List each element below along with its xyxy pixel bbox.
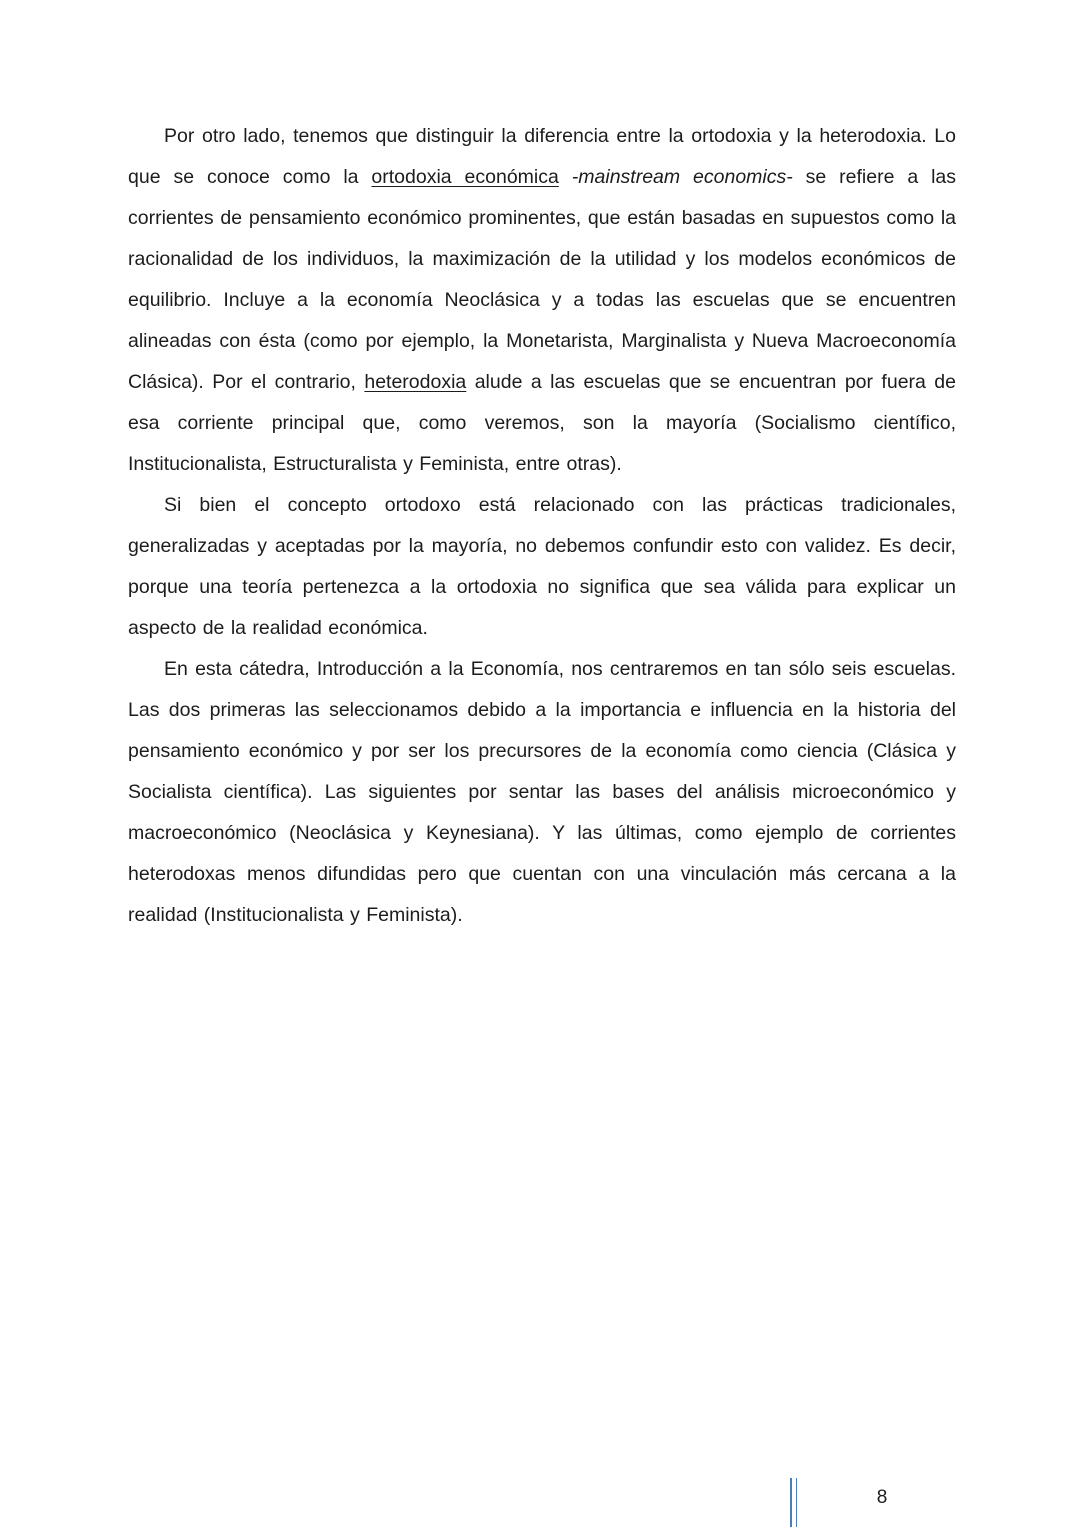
text-run: Si bien el concepto ortodoxo está relacionado con las prácticas tradicionales, generalizadas y aceptadas por la mayoría, no debemos confundir esto con validez. Es decir, porque una teoría pertenezca a la ortodoxia no significa que sea válida para explicar un aspecto de la realidad económica. <box>128 494 956 639</box>
underlined-term-heterodoxia: heterodoxia <box>364 371 467 393</box>
text-run: En esta cátedra, Introducción a la Economía, nos centraremos en tan sólo seis escuelas. Las dos primeras las seleccionamos debido a la importancia e influencia en la historia del pensamiento económico y por ser los precursores de la economía como ciencia (Clásica y Socialista científica). Las siguientes por sentar las bases del análisis microeconómico y macroeconómico (Neoclásica y Keynesiana). Y las últimas, como ejemplo de corrientes heterodoxas menos difundidas pero que cuentan con una vinculación más cercana a la realidad (Institucionalista y Feminista). <box>128 658 956 926</box>
underlined-term-ortodoxia-economica: ortodoxia económica <box>371 166 559 188</box>
text-run <box>559 166 572 188</box>
paragraph <box>128 485 956 649</box>
document-body <box>128 116 956 936</box>
italic-term-mainstream-economics: -mainstream economics- <box>571 166 793 188</box>
paragraph <box>128 116 956 485</box>
page-number: 8 <box>876 1487 888 1508</box>
text-run: se refiere a las corrientes de pensamiento económico prominentes, que están basadas en supuestos como la racionalidad de los individuos, la maximización de la utilidad y los modelos económicos de equilibrio. Incluye a la economía Neoclásica y a todas las escuelas que se encuentren alineadas con ésta (como por ejemplo, la Monetarista, Marginalista y Nueva Macroeconomía Clásica). Por el contrario, <box>128 166 957 393</box>
text-run: alude a las escuelas que se encuentran por fuera de esa corriente principal que, como veremos, son la mayoría (Socialismo científico, Institucionalista, Estructuralista y Feminista, entre otras). <box>128 371 956 475</box>
footer-accent-line <box>790 1478 797 1527</box>
text-run: Por otro lado, tenemos que distinguir la diferencia entre la ortodoxia y la heterodoxia. Lo que se conoce como la <box>128 125 956 188</box>
paragraph <box>128 649 956 936</box>
